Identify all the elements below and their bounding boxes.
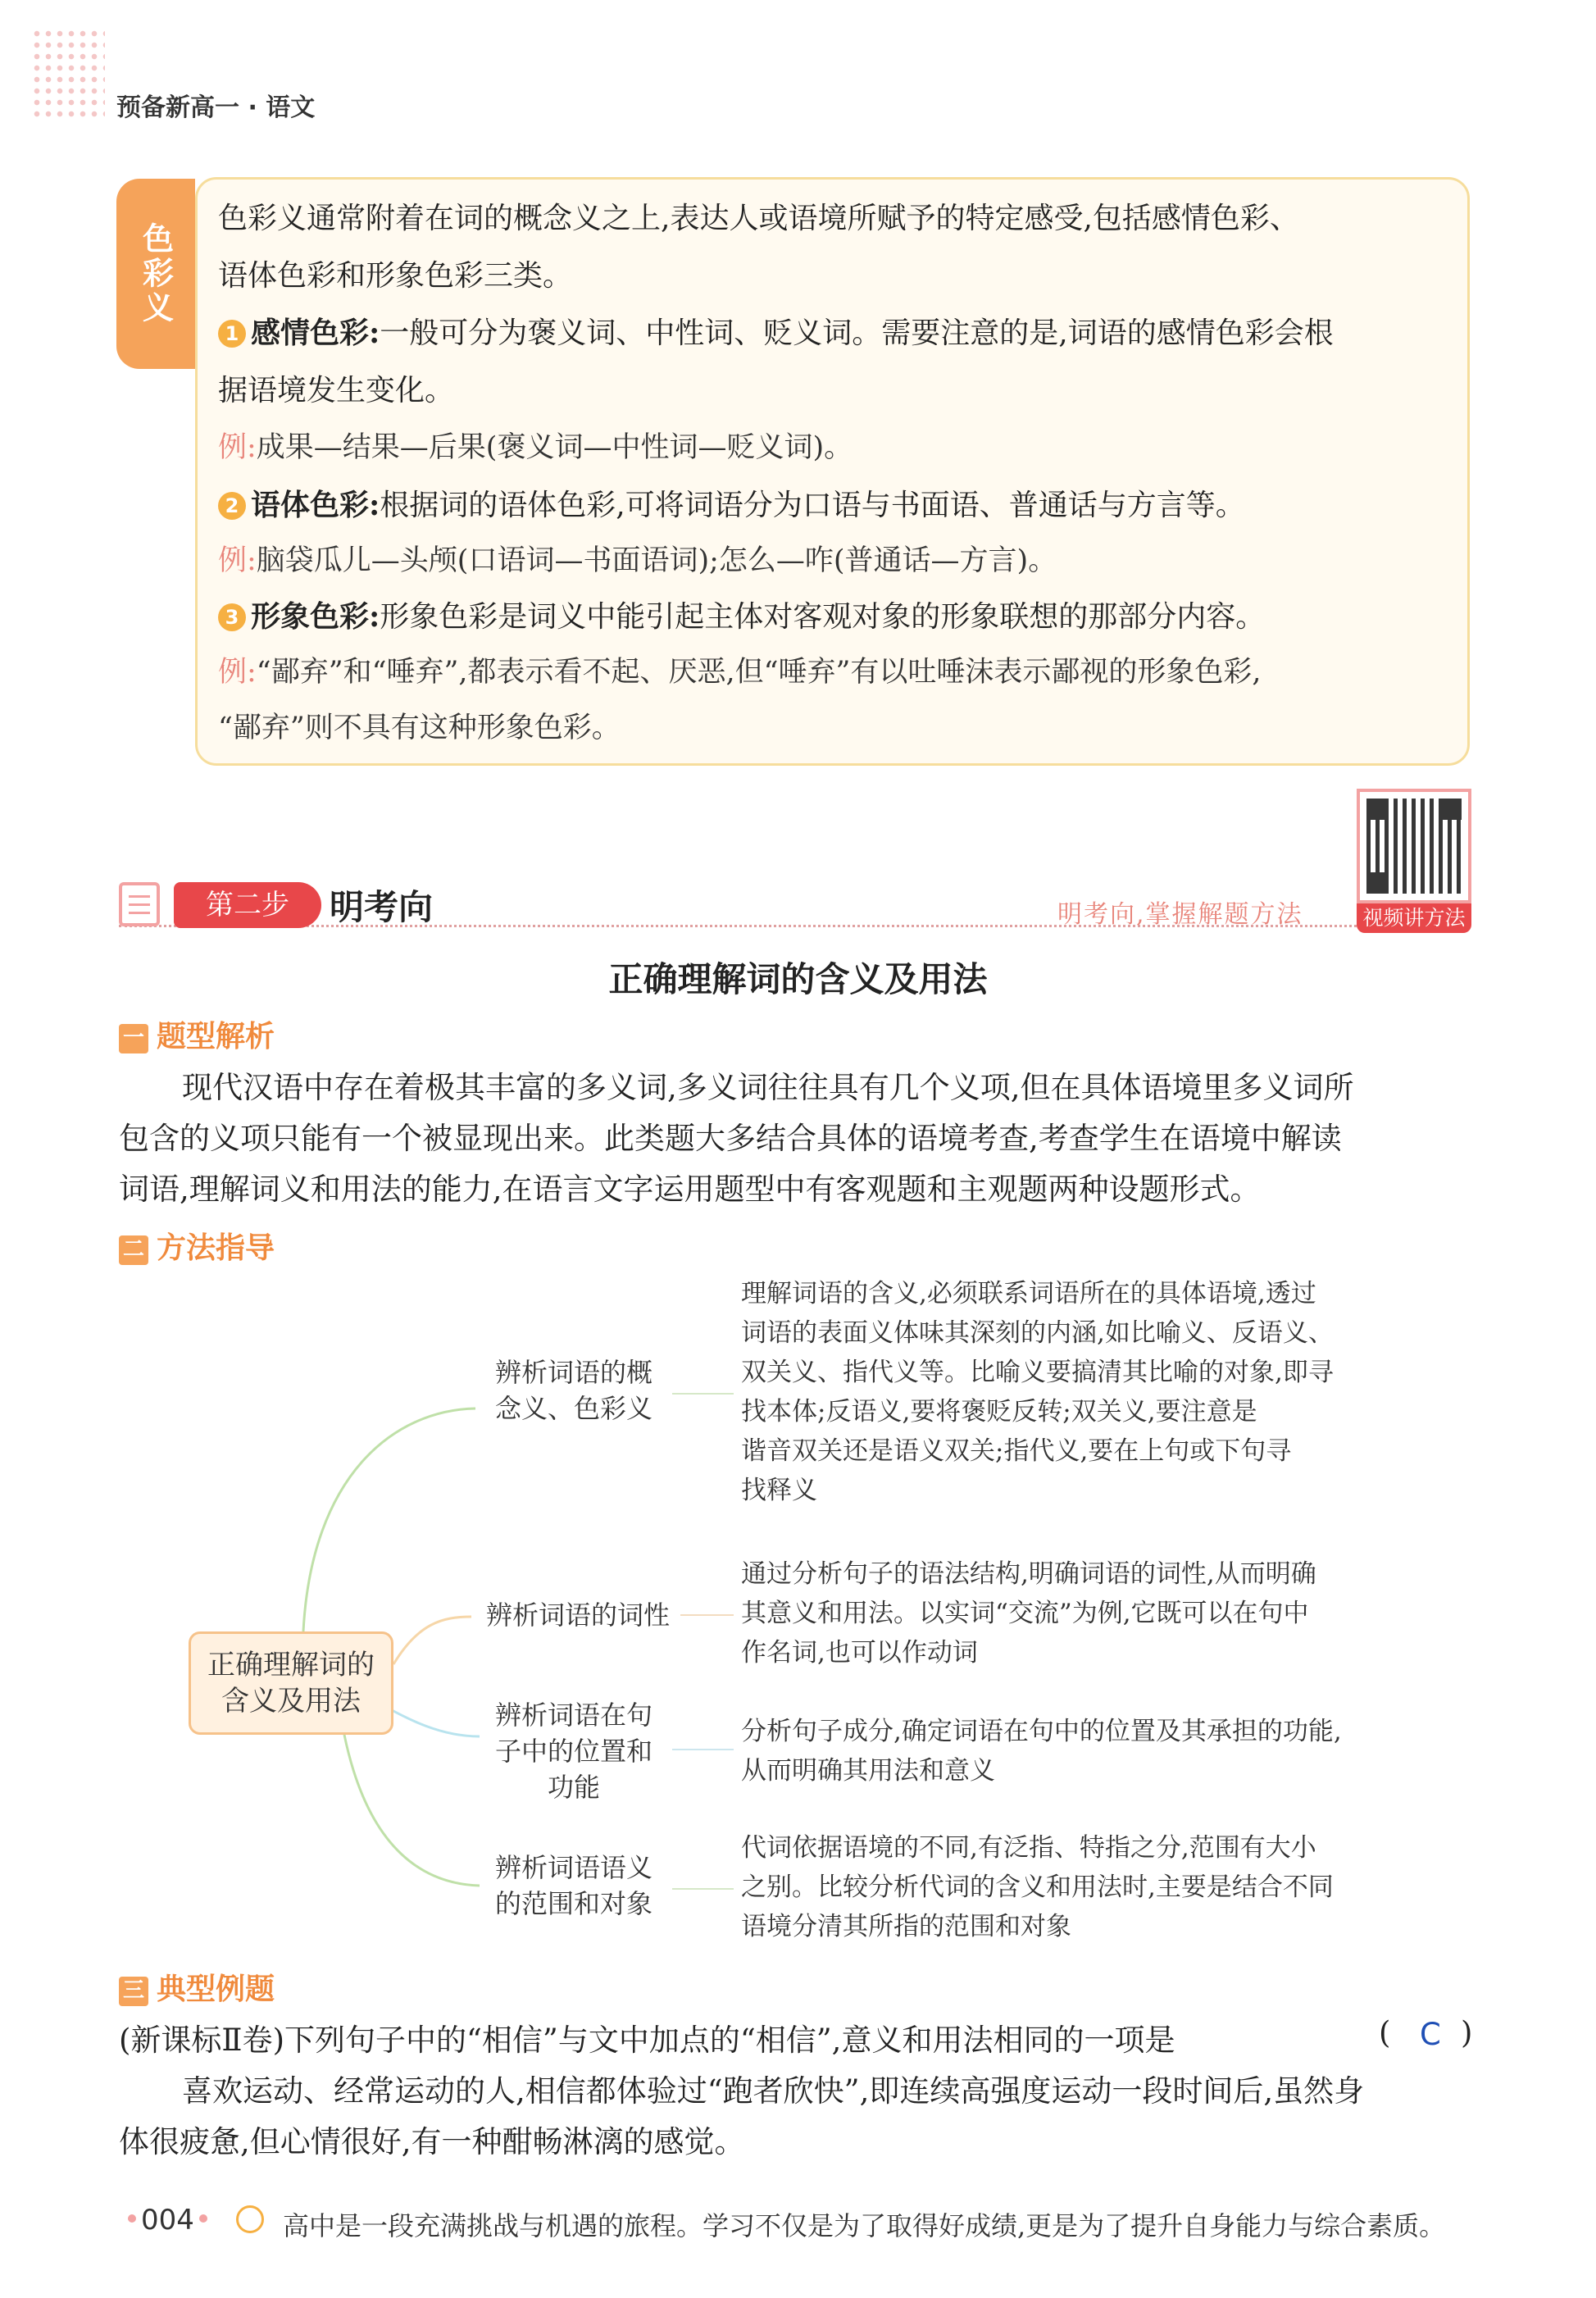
- root-line: 含义及用法: [221, 1685, 361, 1718]
- card-item-3-example-cont: “鄙弃”则不具有这种形象色彩。: [218, 712, 621, 744]
- card-tag-label: 色彩义: [137, 222, 174, 325]
- branch-line: 辨析词语语义: [494, 1852, 652, 1883]
- card-intro-line-2: 语体色彩和形象色彩三类。: [218, 259, 573, 293]
- item-text: 形象色彩是词义中能引起主体对客观对象的形象联想的那部分内容。: [380, 600, 1266, 634]
- analysis-line-1: 现代汉语中存在着极其丰富的多义词,多义词往往具有几个义项,但在具体语境里多义词所: [182, 1070, 1354, 1105]
- desc-line: 作名词,也可以作动词: [741, 1638, 978, 1668]
- answer-choice: C: [1420, 2017, 1441, 2052]
- magnifier-icon: [236, 2205, 264, 2233]
- desc-line: 代词依据语境的不同,有泛指、特指之分,范围有大小: [741, 1833, 1316, 1863]
- subhead-title: 题型解析: [157, 1020, 275, 1053]
- page-number-text: 004: [141, 2204, 194, 2237]
- example-label: 例:: [218, 544, 257, 577]
- example-text: 成果—结果—后果(褒义词—中性词—贬义词)。: [256, 431, 853, 464]
- desc-line: 其意义和用法。以实词“交流”为例,它既可以在句中: [741, 1599, 1309, 1628]
- item-title: 感情色彩:: [251, 316, 380, 350]
- branch-line: 的范围和对象: [494, 1888, 652, 1919]
- item-number-badge: 1: [218, 320, 246, 348]
- subhead-number: 一: [119, 1024, 148, 1053]
- desc-line: 找释义: [741, 1476, 817, 1505]
- subhead-number: 三: [119, 1977, 148, 2006]
- step-subtitle: 明考向,掌握解题方法: [1057, 900, 1303, 929]
- desc-line: 谐音双关还是语义双关;指代义,要在上句或下句寻: [741, 1436, 1292, 1466]
- example-text: 脑袋瓜儿—头颅(口语词—书面语词);怎么—咋(普通话—方言)。: [256, 544, 1057, 577]
- subhead-number: 二: [119, 1235, 148, 1265]
- mindmap-desc-2: [741, 1554, 1316, 1672]
- desc-line: 分析句子成分,确定词语在句中的位置及其承担的功能,: [741, 1717, 1342, 1746]
- branch-line: 辨析词语在句: [494, 1700, 652, 1731]
- running-head: 预备新高一 · 语文: [116, 93, 316, 122]
- branch-line: 功能: [547, 1772, 600, 1803]
- step-title: 明考向: [330, 887, 434, 927]
- desc-line: 找本体;反语义,要将褒贬反转;双关义,要注意是: [741, 1397, 1257, 1427]
- item-title: 形象色彩:: [251, 599, 380, 634]
- section-title: 正确理解词的含义及用法: [608, 959, 988, 999]
- subhead-example: [119, 1966, 275, 2008]
- example-label: 例:: [218, 656, 257, 689]
- example-label: 例:: [218, 431, 257, 464]
- mindmap-desc-3: [741, 1712, 1342, 1791]
- mindmap-desc-4: [741, 1828, 1334, 1946]
- question-stem: (新课标Ⅱ卷)下列句子中的“相信”与文中加点的“相信”,意义和用法相同的一项是: [119, 2023, 1175, 2058]
- passage-line-2: 体很疲惫,但心情很好,有一种酣畅淋漓的感觉。: [119, 2124, 745, 2159]
- desc-line: 理解词语的含义,必须联系词语所在的具体语境,透过: [741, 1279, 1316, 1308]
- desc-line: 词语的表面义体味其深刻的内涵,如比喻义、反语义、: [741, 1318, 1334, 1348]
- mindmap-branch-2: [471, 1597, 684, 1633]
- mindmap-branch-1: [475, 1354, 672, 1427]
- dot-icon: [199, 2214, 207, 2223]
- page-number: [123, 2204, 212, 2237]
- example-text: “鄙弃”和“唾弃”,都表示看不起、厌恶,但“唾弃”有以吐唾沫表示鄙视的形象色彩,: [256, 656, 1262, 689]
- answer-open-paren: (: [1379, 2015, 1391, 2050]
- card-item-1-cont: 据语境发生变化。: [218, 374, 455, 407]
- analysis-line-3: 词语,理解词义和用法的能力,在语言文字运用题型中有客观题和主观题两种设题形式。: [119, 1172, 1261, 1207]
- connector-branch-1: [303, 1408, 475, 1631]
- card-intro-line-1: 色彩义通常附着在词的概念义之上,表达人或语境所赋予的特定感受,包括感情色彩、: [218, 202, 1299, 235]
- mindmap-root: [189, 1631, 393, 1735]
- desc-line: 双关义、指代义等。比喻义要搞清其比喻的对象,即寻: [741, 1358, 1334, 1387]
- connector-branch-2: [393, 1617, 471, 1664]
- desc-line: 通过分析句子的语法结构,明确词语的词性,从而明确: [741, 1559, 1316, 1589]
- branch-line: 辨析词语的概: [494, 1357, 652, 1388]
- item-text: 根据词的语体色彩,可将词语分为口语与书面语、普通话与方言等。: [380, 489, 1245, 522]
- branch-line: 念义、色彩义: [494, 1393, 652, 1424]
- branch-line: 辨析词语的词性: [485, 1599, 670, 1631]
- desc-line: 之别。比较分析代词的含义和用法时,主要是结合不同: [741, 1873, 1334, 1902]
- footer-motto: 高中是一段充满挑战与机遇的旅程。学习不仅是为了取得好成绩,更是为了提升自身能力与综合素质。: [283, 2210, 1446, 2241]
- mindmap-desc-1: [741, 1274, 1334, 1510]
- desc-line: 从而明确其用法和意义: [741, 1756, 995, 1786]
- root-line: 正确理解词的: [207, 1649, 375, 1681]
- mindmap-branch-3: [480, 1697, 668, 1805]
- item-text: 一般可分为褒义词、中性词、贬义词。需要注意的是,词语的感情色彩会根: [380, 316, 1334, 350]
- item-number-badge: 2: [218, 492, 246, 520]
- answer-close-paren: ): [1461, 2015, 1473, 2050]
- desc-line: 语境分清其所指的范围和对象: [741, 1912, 1071, 1941]
- passage-line-1: 喜欢运动、经常运动的人,相信都体验过“跑者欣快”,即连续高强度运动一段时间后,虽然身: [182, 2073, 1365, 2109]
- subhead-title: 典型例题: [157, 1973, 275, 2006]
- branch-line: 子中的位置和: [494, 1736, 652, 1767]
- mindmap-branch-4: [480, 1850, 668, 1922]
- analysis-line-2: 包含的义项只能有一个被显现出来。此类题大多结合具体的语境考查,考查学生在语境中解读: [119, 1121, 1342, 1156]
- dot-icon: [128, 2214, 136, 2223]
- connector-branch-4: [344, 1735, 480, 1886]
- item-title: 语体色彩:: [251, 488, 380, 522]
- subhead-title: 方法指导: [157, 1231, 275, 1265]
- step-badge: 第二步: [174, 882, 321, 928]
- qr-video-label[interactable]: 视频讲方法: [1357, 903, 1471, 933]
- item-number-badge: 3: [218, 603, 246, 631]
